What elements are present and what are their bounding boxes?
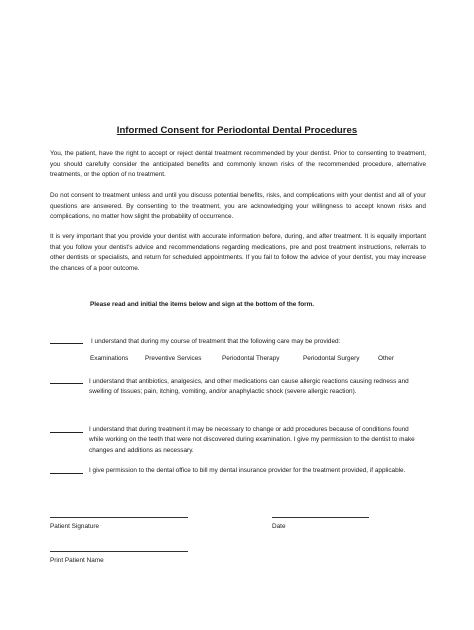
patient-signature-label: Patient Signature — [50, 523, 100, 530]
item-text-insurance: I give permission to the dental office to bill my dental insurance provider for the treatment provided, if applicable. — [89, 467, 406, 474]
print-name-label: Print Patient Name — [50, 557, 104, 564]
paragraph-rights: You, the patient, have the right to accept or reject dental treatment recommended by your dentist. Prior to consenting to treatment, you should carefully consider the anticipated benefits and commonly known risks of the recommended procedure, alternative treatments, or the option of no treatment. — [50, 150, 426, 178]
item-text-medications: I understand that antibiotics, analgesics, and other medications can cause allergic reactions causing redness and swelling of tissues; pain, itching, vomiting, and/or anaphylactic shock (severe allergic reaction). — [89, 378, 409, 396]
initial-blank-1[interactable] — [50, 335, 83, 344]
care-option-periodontal-therapy: Periodontal Therapy — [222, 355, 280, 362]
initial-blank-4[interactable] — [50, 465, 83, 474]
care-option-periodontal-surgery: Periodontal Surgery — [303, 355, 360, 362]
initial-blank-3[interactable] — [50, 424, 83, 433]
print-name-line[interactable] — [50, 551, 188, 552]
date-label: Date — [272, 523, 286, 530]
care-option-other: Other — [378, 355, 394, 362]
item-text-procedures: I understand that during treatment it may be necessary to change or add procedures because of conditions found while working on the teeth that were not discovered during examination. I give my permission to the dentist to make changes and additions as necessary. — [89, 426, 415, 454]
care-option-preventive-services: Preventive Services — [145, 355, 202, 362]
paragraph-consent: Do not consent to treatment unless and until you discuss potential benefits, risks, and complications with your dentist and all of your questions are answered. By consenting to the treatment, you are acknowledging your willingness to accept known risks and complications, no matter how slight the probability of occurrence. — [50, 192, 426, 220]
patient-signature-line[interactable] — [50, 517, 188, 518]
care-option-examinations: Examinations — [90, 355, 129, 362]
item-text-care: I understand that during my course of treatment that the following care may be provided: — [91, 338, 341, 345]
form-title: Informed Consent for Periodontal Dental Procedures — [116, 125, 358, 136]
paragraph-information: It is very important that you provide your dentist with accurate information before, during, and after treatment. It is equally important that you follow your dentist’s advice and recommendations regarding medications, pre and post treatment instructions, referrals to other dentists or specialists, and return for scheduled appointments. If you fail to follow the advice of your dentist, you may increase the chances of a poor outcome. — [50, 233, 426, 272]
instruction-text: Please read and initial the items below and sign at the bottom of the form. — [90, 301, 315, 308]
initial-blank-2[interactable] — [50, 375, 83, 384]
date-line[interactable] — [272, 517, 369, 518]
